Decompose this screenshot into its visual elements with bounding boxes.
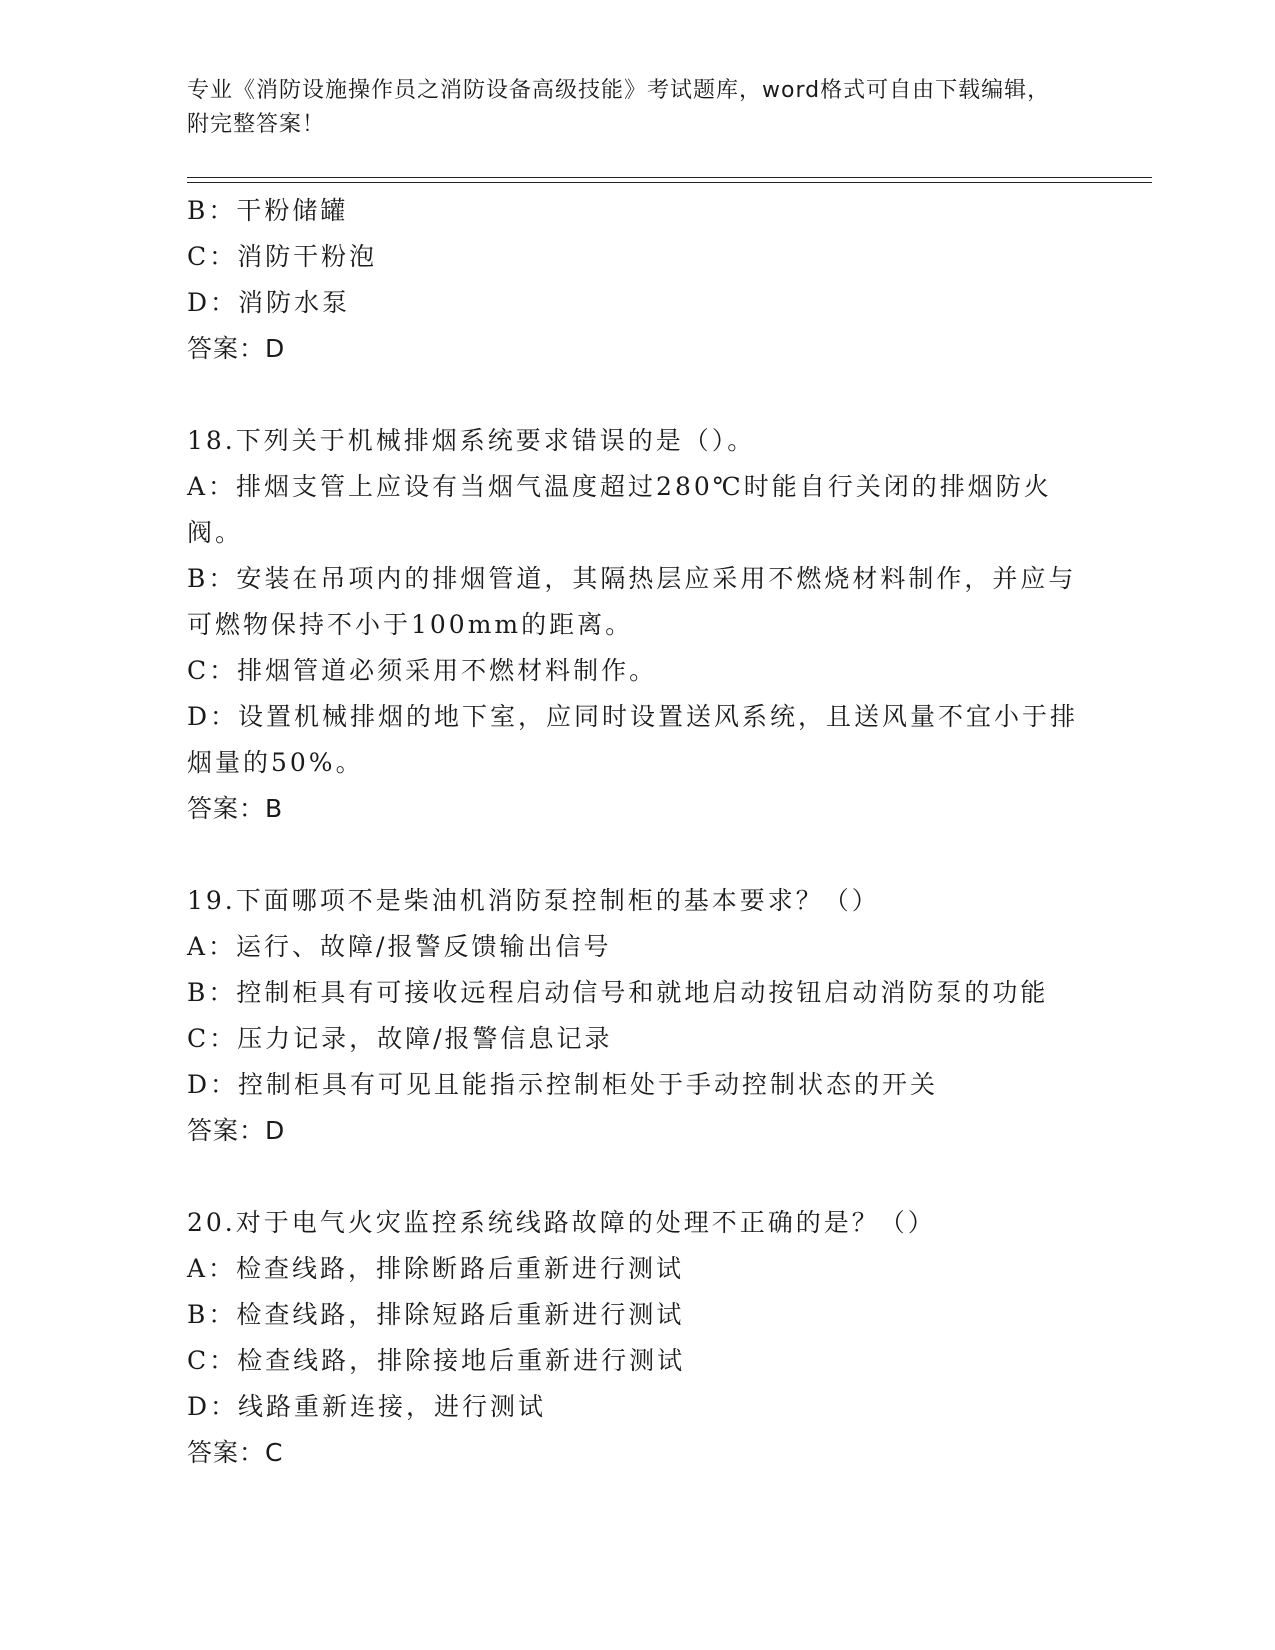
option-c: C：检查线路，排除接地后重新进行测试 <box>187 1346 686 1375</box>
question-19 <box>187 878 1087 1154</box>
spacer <box>187 832 1087 878</box>
option-d: D：设置机械排烟的地下室，应同时设置送风系统，且送风量不宜小于排烟量的50%。 <box>187 702 1079 777</box>
header-rule-bottom <box>187 182 1152 183</box>
option-b: B：安装在吊项内的排烟管道，其隔热层应采用不燃烧材料制作，并应与可燃物保持不小于100mm的距离。 <box>187 564 1077 639</box>
document-header: 专业《消防设施操作员之消防设备高级技能》考试题库，word格式可自由下载编辑，附完整答案！ <box>187 78 1051 137</box>
question-18 <box>187 418 1087 832</box>
header-rule-top <box>187 177 1152 178</box>
question-17-tail <box>187 188 1087 372</box>
spacer <box>187 372 1087 418</box>
question-20 <box>187 1200 1087 1476</box>
option-d: D：消防水泵 <box>187 288 351 317</box>
spacer <box>187 1154 1087 1200</box>
question-stem: 20.对于电气火灾监控系统线路故障的处理不正确的是？（） <box>187 1208 936 1237</box>
option-b: B：干粉储罐 <box>187 196 349 225</box>
option-c: C：消防干粉泡 <box>187 242 378 271</box>
answer: 答案：B <box>187 794 284 823</box>
option-d: D：控制柜具有可见且能指示控制柜处于手动控制状态的开关 <box>187 1070 939 1099</box>
answer: 答案：D <box>187 334 286 363</box>
answer: 答案：C <box>187 1438 284 1467</box>
option-a: A：运行、故障/报警反馈输出信号 <box>187 932 612 961</box>
option-b: B：检查线路，排除短路后重新进行测试 <box>187 1300 685 1329</box>
answer: 答案：D <box>187 1116 286 1145</box>
option-c: C：排烟管道必须采用不燃材料制作。 <box>187 656 658 685</box>
option-c: C：压力记录，故障/报警信息记录 <box>187 1024 613 1053</box>
option-a: A：检查线路，排除断路后重新进行测试 <box>187 1254 685 1283</box>
option-b: B：控制柜具有可接收远程启动信号和就地启动按钮启动消防泵的功能 <box>187 978 1049 1007</box>
document-body <box>187 188 1087 1476</box>
option-a: A：排烟支管上应设有当烟气温度超过280℃时能自行关闭的排烟防火阀。 <box>187 472 1052 547</box>
option-d: D：线路重新连接，进行测试 <box>187 1392 547 1421</box>
question-stem: 19.下面哪项不是柴油机消防泵控制柜的基本要求？（） <box>187 886 880 915</box>
question-stem: 18.下列关于机械排烟系统要求错误的是（）。 <box>187 426 756 455</box>
